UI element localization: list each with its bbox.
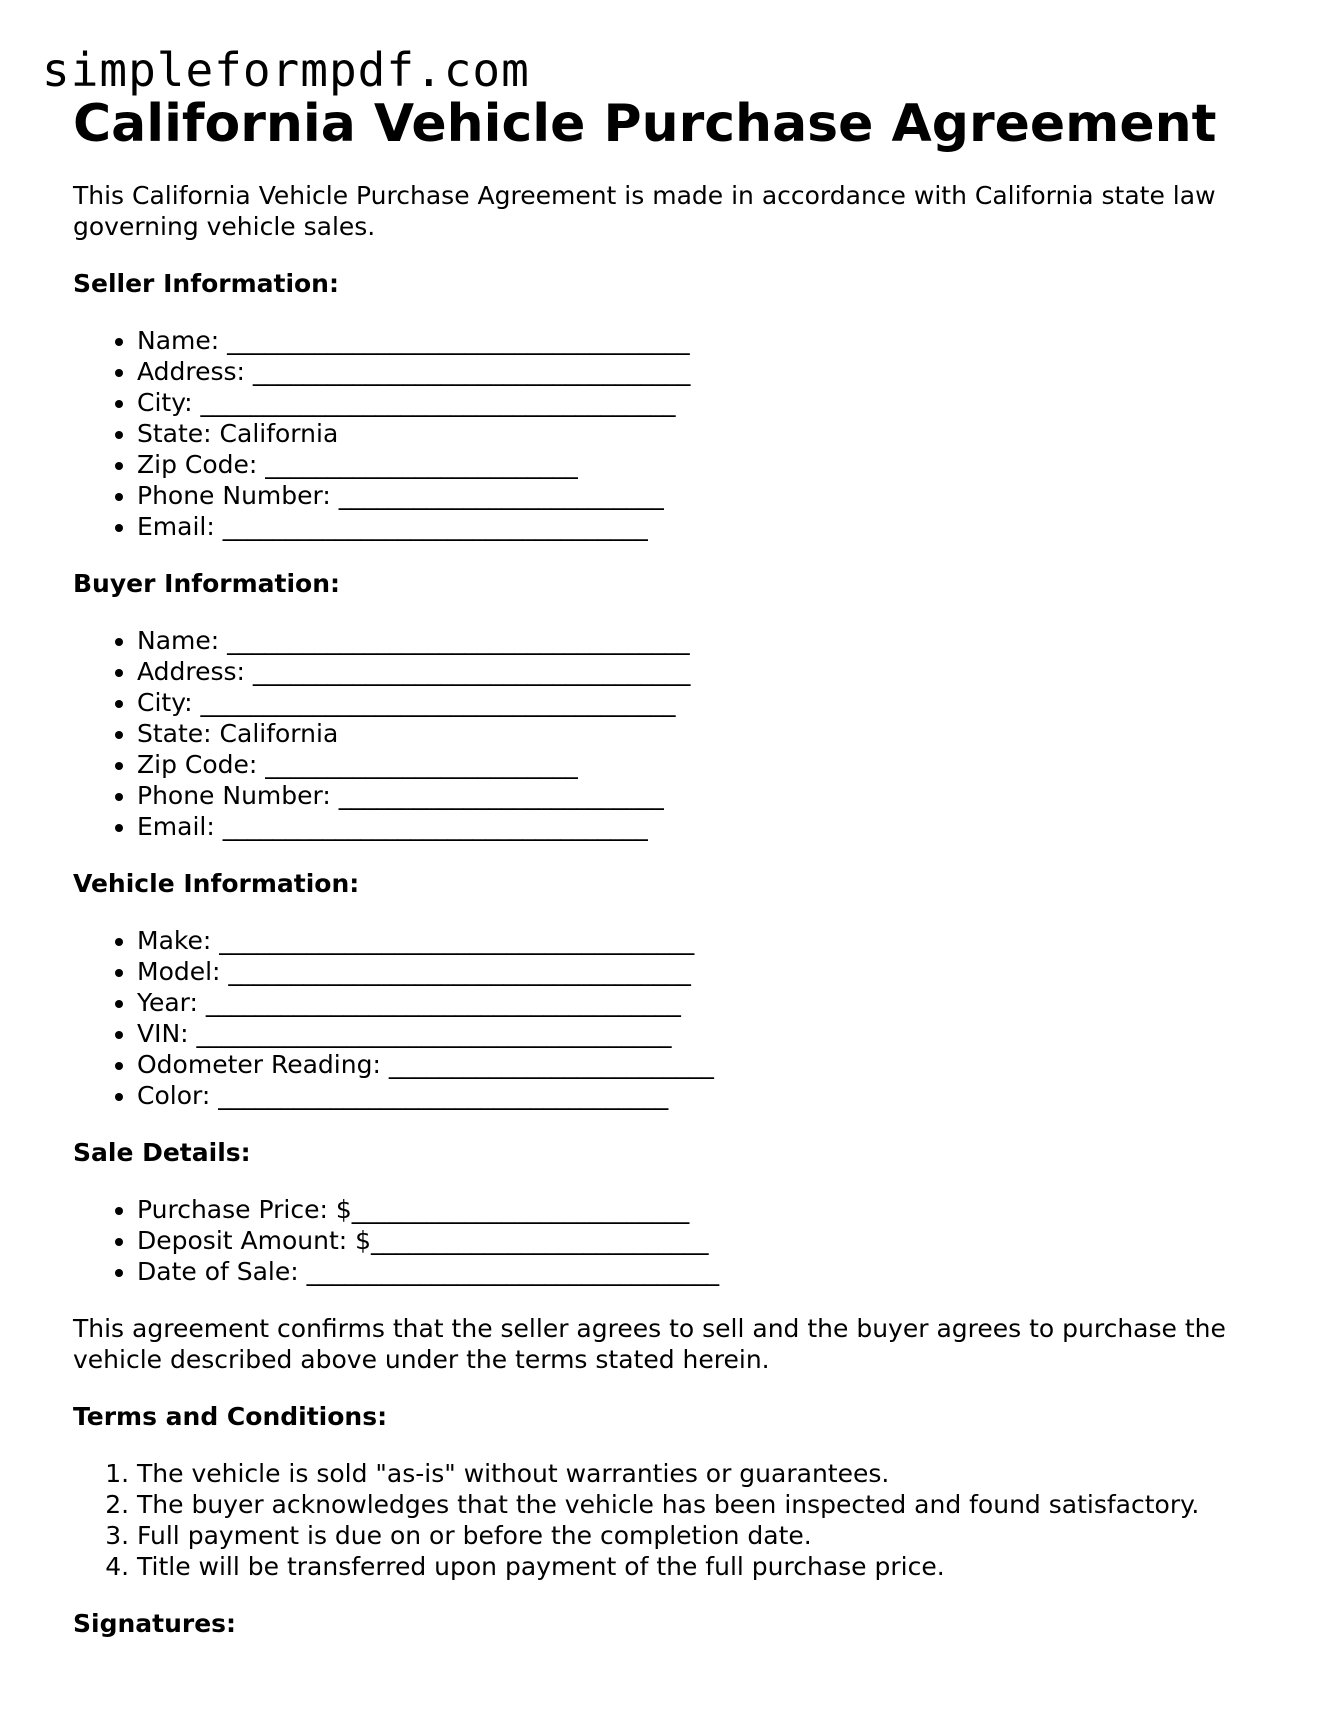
vehicle-make-field[interactable]: • Make: ______________________________________ — [137, 925, 1273, 956]
seller-state-field: • State: California — [137, 418, 1273, 449]
intro-paragraph: This California Vehicle Purchase Agreement is made in accordance with California state law governing vehicle sales. — [73, 181, 1216, 241]
document-body — [73, 88, 1273, 1639]
seller-zip-field[interactable]: • Zip Code: _________________________ — [137, 449, 1273, 480]
term-item: 2. The buyer acknowledges that the vehicle has been inspected and found satisfactory. — [137, 1489, 1273, 1520]
date-of-sale-field[interactable]: • Date of Sale: _________________________________ — [137, 1256, 1273, 1287]
signatures-heading: Signatures: — [73, 1609, 237, 1638]
vehicle-year-field[interactable]: • Year: ______________________________________ — [137, 987, 1273, 1018]
watermark-text: simpleformpdf.com — [42, 43, 530, 97]
vehicle-odometer-field[interactable]: • Odometer Reading: __________________________ — [137, 1049, 1273, 1080]
buyer-heading: Buyer Information: — [73, 569, 341, 598]
buyer-phone-field[interactable]: • Phone Number: __________________________ — [137, 780, 1273, 811]
vehicle-color-field[interactable]: • Color: ____________________________________ — [137, 1080, 1273, 1111]
deposit-amount-field[interactable]: • Deposit Amount: $___________________________ — [137, 1225, 1273, 1256]
seller-name-field[interactable]: • Name: _____________________________________ — [137, 325, 1273, 356]
terms-list — [73, 1458, 1273, 1582]
vehicle-heading: Vehicle Information: — [73, 869, 360, 898]
vehicle-vin-field[interactable]: • VIN: ______________________________________ — [137, 1018, 1273, 1049]
buyer-address-field[interactable]: • Address: ___________________________________ — [137, 656, 1273, 687]
document-title: California Vehicle Purchase Agreement — [73, 94, 1217, 154]
buyer-name-field[interactable]: • Name: _____________________________________ — [137, 625, 1273, 656]
confirmation-paragraph: This agreement confirms that the seller agrees to sell and the buyer agrees to purchase the vehicle described above under the terms stated herein. — [73, 1314, 1226, 1374]
vehicle-model-field[interactable]: • Model: _____________________________________ — [137, 956, 1273, 987]
vehicle-list — [73, 925, 1273, 1111]
term-item: 1. The vehicle is sold "as-is" without warranties or guarantees. — [137, 1458, 1273, 1489]
seller-email-field[interactable]: • Email: __________________________________ — [137, 511, 1273, 542]
terms-heading: Terms and Conditions: — [73, 1402, 388, 1431]
buyer-city-field[interactable]: • City: ______________________________________ — [137, 687, 1273, 718]
buyer-state-field: • State: California — [137, 718, 1273, 749]
buyer-zip-field[interactable]: • Zip Code: _________________________ — [137, 749, 1273, 780]
purchase-price-field[interactable]: • Purchase Price: $___________________________ — [137, 1194, 1273, 1225]
seller-heading: Seller Information: — [73, 269, 339, 298]
seller-list — [73, 325, 1273, 542]
seller-city-field[interactable]: • City: ______________________________________ — [137, 387, 1273, 418]
term-item: 3. Full payment is due on or before the completion date. — [137, 1520, 1273, 1551]
seller-phone-field[interactable]: • Phone Number: __________________________ — [137, 480, 1273, 511]
buyer-list — [73, 625, 1273, 842]
term-item: 4. Title will be transferred upon payment of the full purchase price. — [137, 1551, 1273, 1582]
buyer-email-field[interactable]: • Email: __________________________________ — [137, 811, 1273, 842]
sale-heading: Sale Details: — [73, 1138, 251, 1167]
seller-address-field[interactable]: • Address: ___________________________________ — [137, 356, 1273, 387]
sale-list — [73, 1194, 1273, 1287]
